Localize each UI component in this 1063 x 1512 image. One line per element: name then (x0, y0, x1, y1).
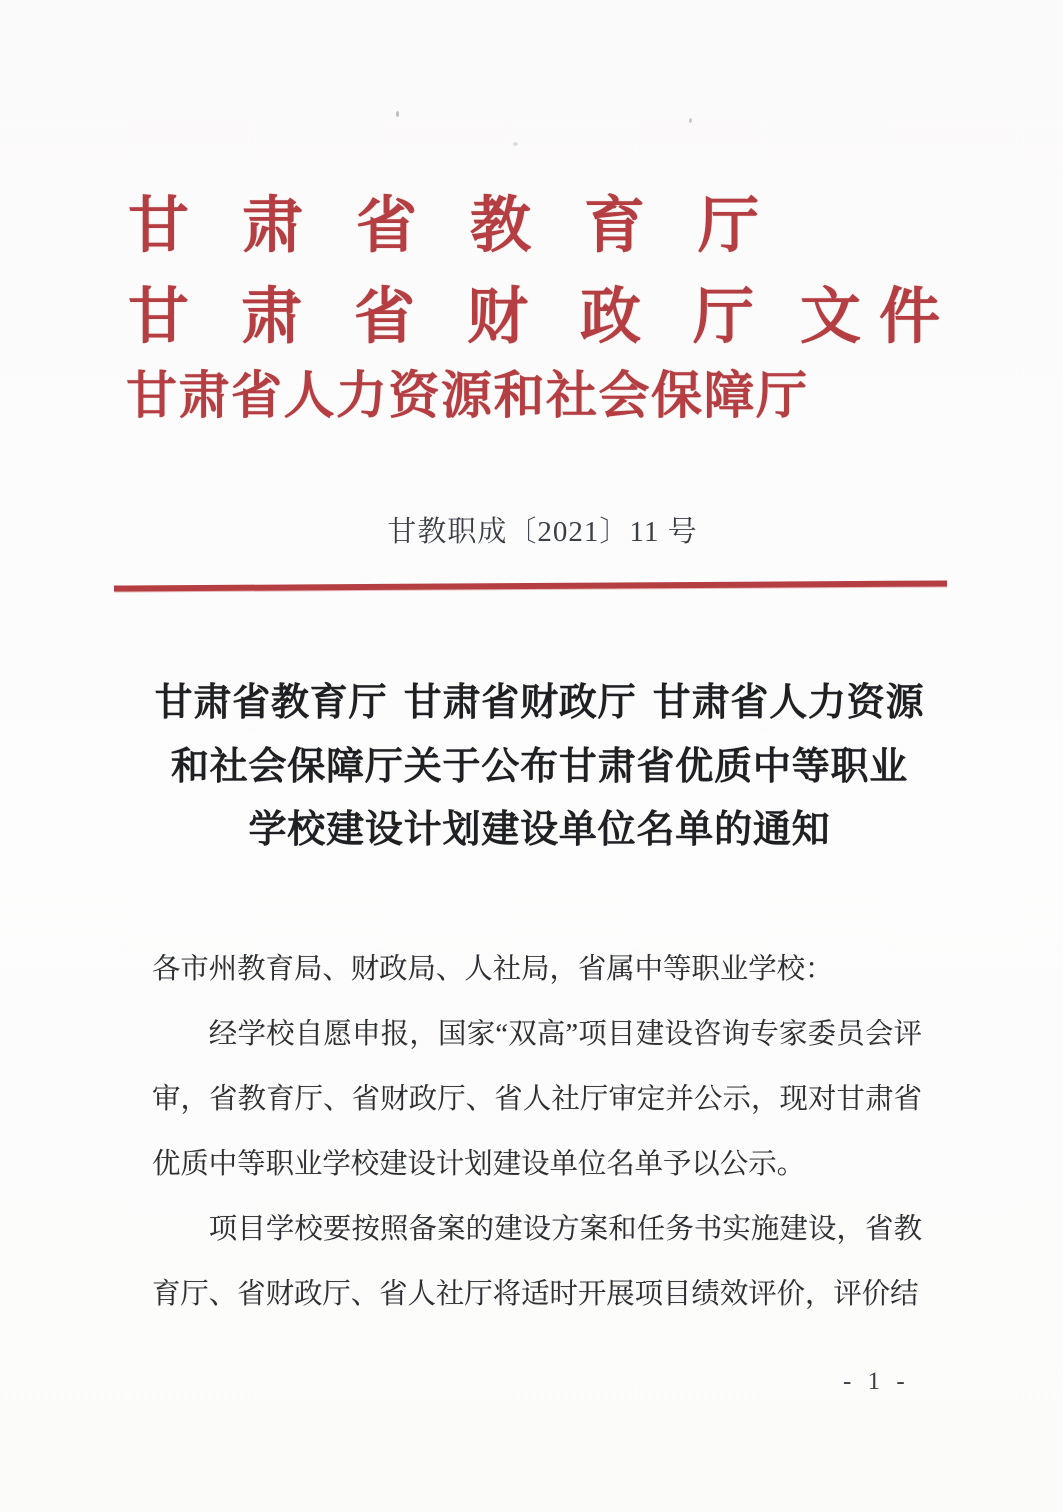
issuer-line-2-agency: 甘肃省财政厅 (128, 284, 807, 351)
body-paragraph-1: 经学校自愿申报，国家“双高”项目建设咨询专家委员会评审，省教育厅、省财政厅、省人社厅审定并公示，现对甘肃省优质中等职业学校建设计划建设单位名单予以公示。 (152, 1019, 922, 1180)
scan-speck (689, 118, 692, 123)
page-number: - 1 - (843, 1368, 910, 1395)
issuer-line-1: 甘肃省教育厅 (128, 193, 813, 260)
scan-speck (396, 111, 399, 117)
document-number: 甘教职成〔2021〕11 号 (387, 516, 698, 548)
issuer-line-2 (128, 284, 959, 351)
title-line-1: 甘肃省教育厅 甘肃省财政厅 甘肃省人力资源 (154, 682, 925, 724)
red-divider-line (114, 580, 947, 591)
title-line-2: 和社会保障厅关于公布甘肃省优质中等职业 (170, 745, 909, 788)
scan-speck (513, 142, 518, 146)
body-paragraph-2: 项目学校要按照备案的建设方案和任务书实施建设，省教育厅、省财政厅、省人社厅将适时开展项目绩效评价，评价结 (152, 1214, 922, 1310)
issuer-line-3: 甘肃省人力资源和社会保障厅 (126, 369, 809, 425)
salutation: 各市州教育局、财政局、人社局，省属中等职业学校： (152, 954, 834, 985)
document-body (152, 937, 922, 1327)
title-line-3: 学校建设计划建设单位名单的通知 (248, 809, 831, 851)
document-title (0, 672, 1063, 863)
issuer-line-2-document-word: 文件 (800, 284, 959, 351)
